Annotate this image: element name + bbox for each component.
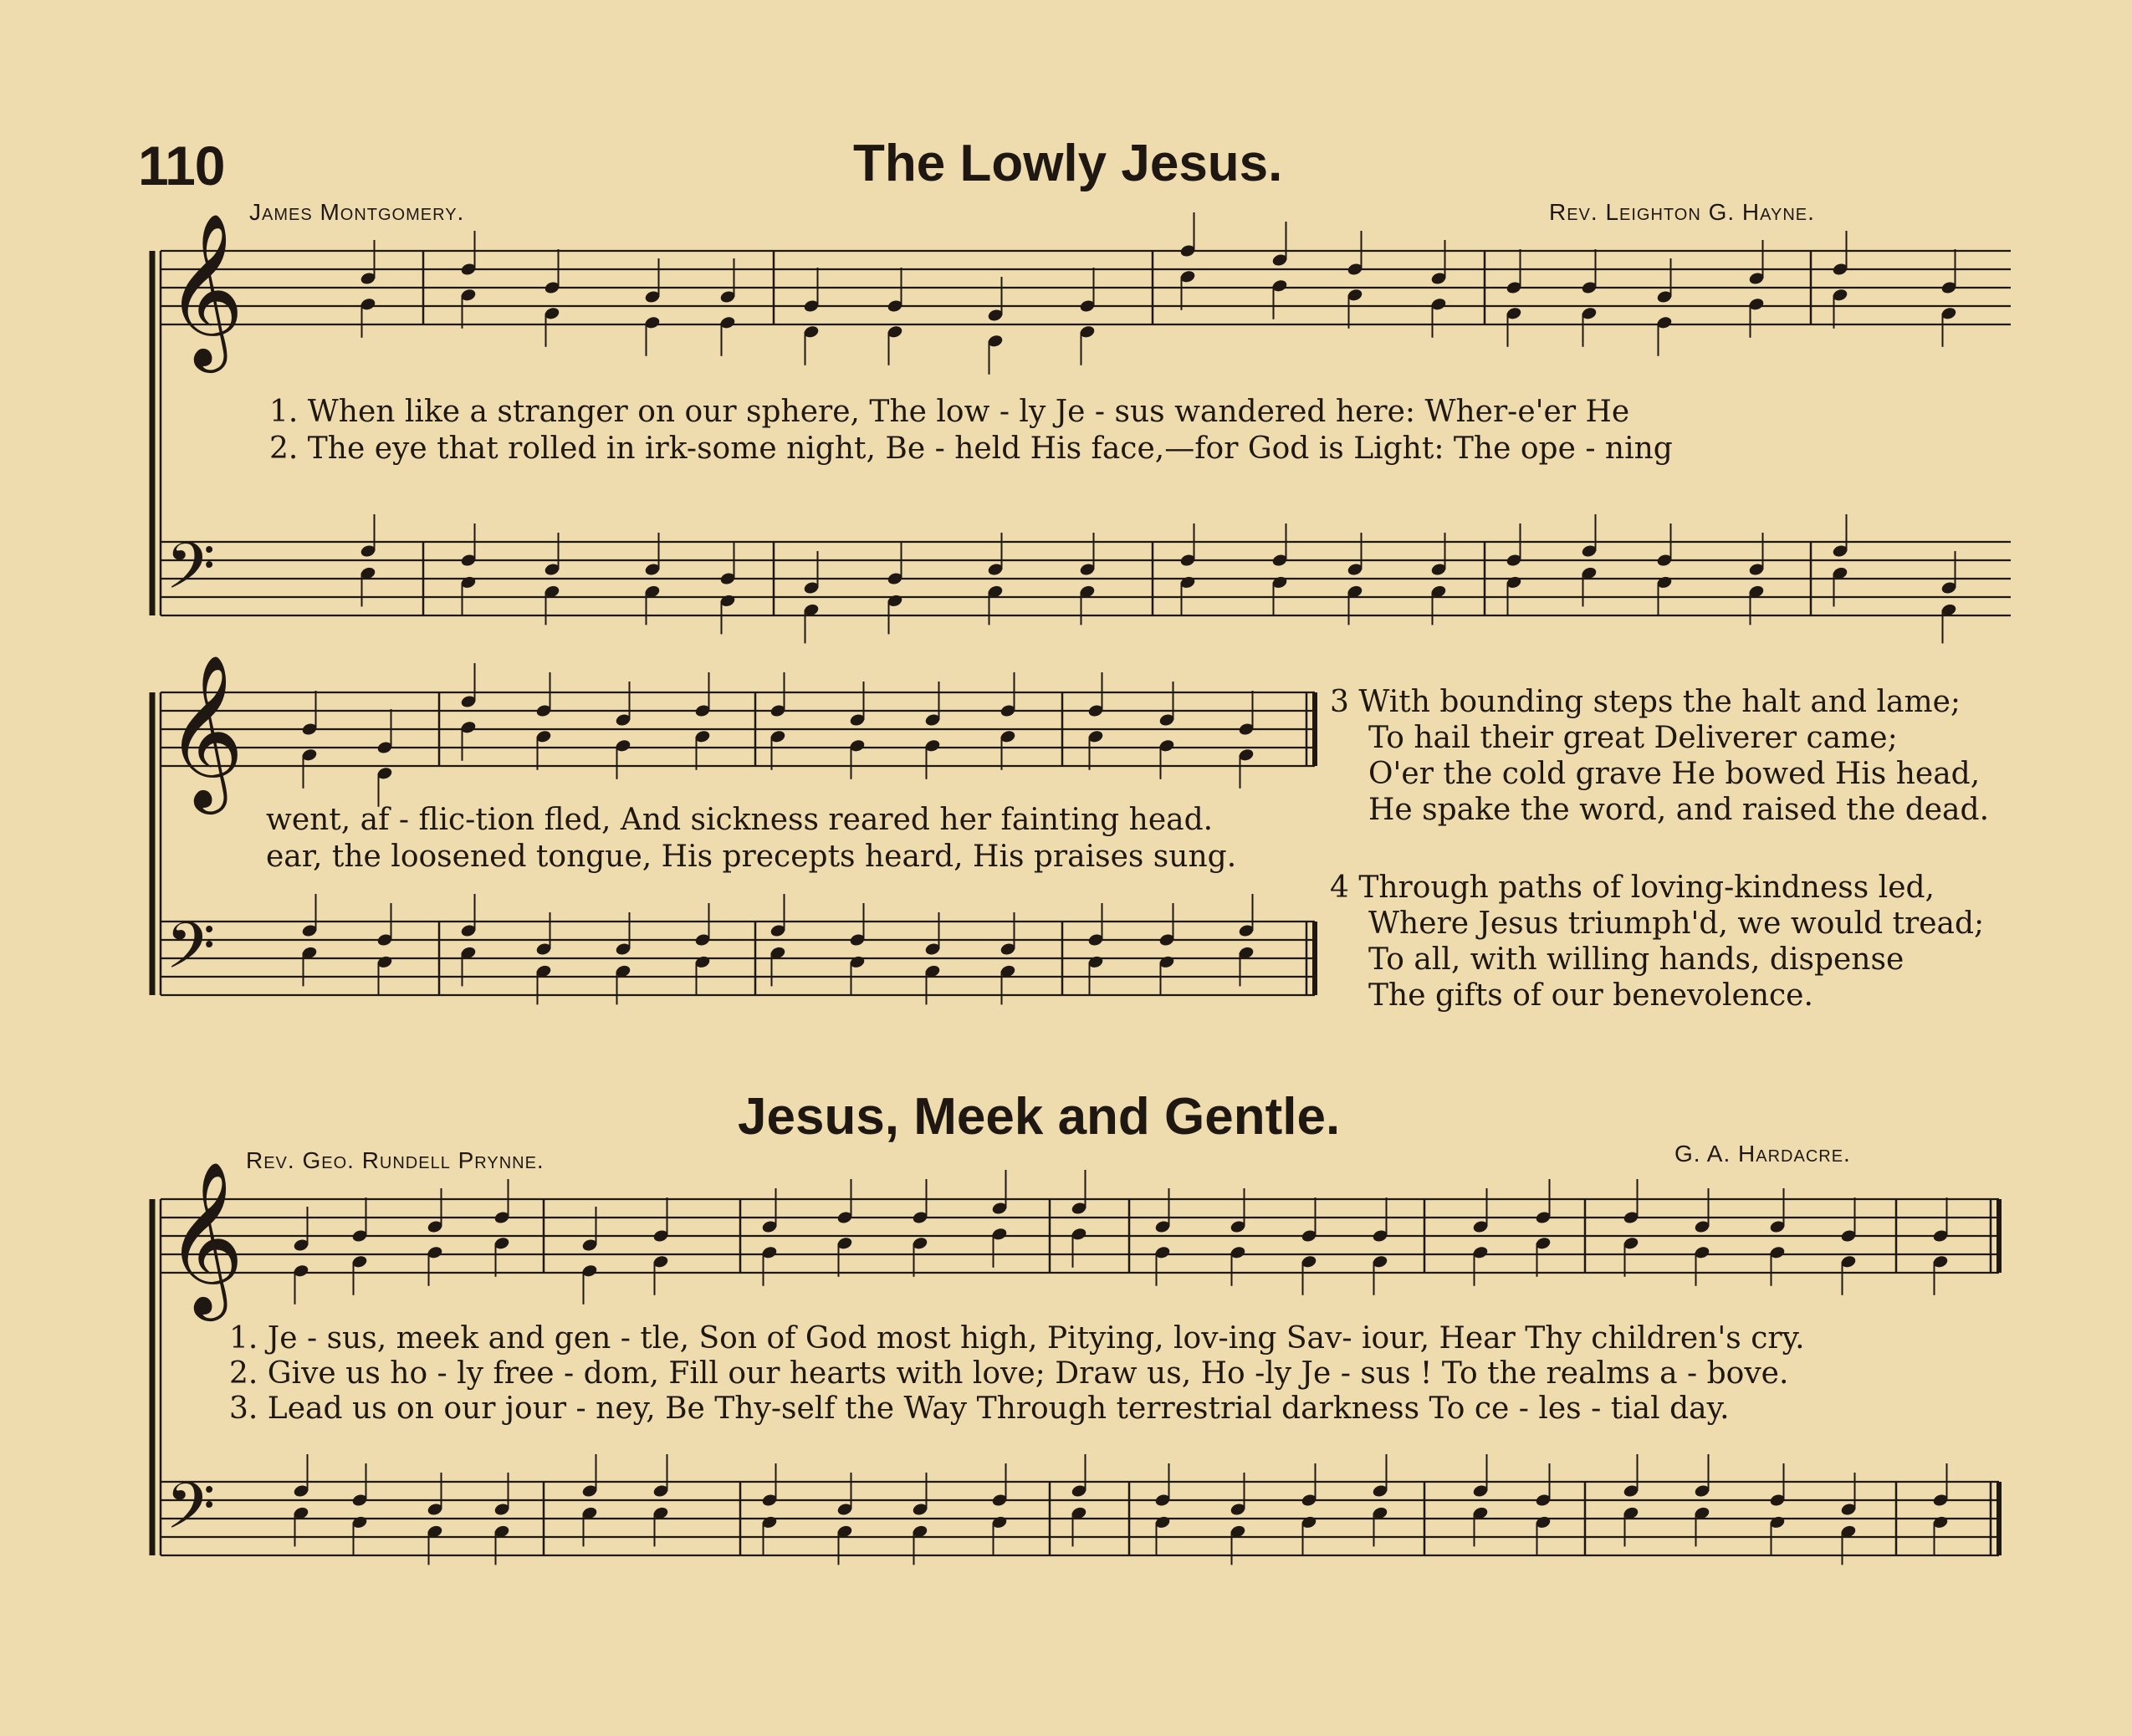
verse-4-line: To all, with willing hands, dispense	[1368, 942, 1904, 977]
verse-3-line: 3 With bounding steps the halt and lame;	[1330, 685, 1961, 719]
hymn-1-line-1-verse-1: 1. When like a stranger on our sphere, The low - ly Je - sus wandered here: Wher-e'er He	[269, 395, 1630, 429]
hymn-1-author: James Montgomery.	[249, 199, 465, 225]
page-number: 110	[138, 135, 225, 197]
hymn-1-composer: Rev. Leighton G. Hayne.	[1549, 199, 1815, 225]
hymn-1-line-1-verse-2: 2. The eye that rolled in irk-some night, Be - held His face,—for God is Light: The ope - ning	[269, 431, 1673, 466]
hymn-2-verse-3: 3. Lead us on our jour - ney, Be Thy-self the Way Through terrestrial darkness To ce - les - tial day.	[229, 1391, 1730, 1426]
verse-3-line: He spake the word, and raised the dead.	[1368, 793, 1990, 827]
hymn-2-composer: G. A. Hardacre.	[1674, 1141, 1851, 1167]
hymn-2-verse-1: 1. Je - sus, meek and gen - tle, Son of God most high, Pitying, lov-ing Sav- iour, Hear Thy children's cry.	[229, 1321, 1805, 1356]
hymn-1-title: The Lowly Jesus.	[853, 135, 1283, 192]
hymn-1-line-2-verse-2: ear, the loosened tongue, His precepts heard, His praises sung.	[266, 840, 1237, 874]
verse-3-line: To hail their great Deliverer came;	[1368, 721, 1898, 755]
verse-4-line: Where Jesus triumph'd, we would tread;	[1368, 906, 1985, 941]
hymn-1-line-2-verse-1: went, af - flic-tion fled, And sickness reared her fainting head.	[266, 803, 1214, 837]
verse-3-line: O'er the cold grave He bowed His head,	[1368, 757, 1981, 791]
verse-4-line: The gifts of our benevolence.	[1368, 978, 1813, 1013]
hymn-2-verse-2: 2. Give us ho - ly free - dom, Fill our hearts with love; Draw us, Ho -ly Je - sus ! To the realms a - bove.	[229, 1356, 1789, 1391]
treble-clef: 𝄞	[166, 654, 244, 808]
hymn-2-title: Jesus, Meek and Gentle.	[738, 1088, 1341, 1146]
bass-clef: 𝄢	[166, 908, 216, 998]
hymn-2-author: Rev. Geo. Rundell Prynne.	[246, 1147, 545, 1173]
bass-clef: 𝄢	[166, 1468, 216, 1559]
treble-clef: 𝄞	[166, 1161, 244, 1315]
verse-4-line: 4 Through paths of loving-kindness led,	[1330, 871, 1935, 905]
bass-clef: 𝄢	[166, 528, 216, 619]
treble-clef: 𝄞	[166, 212, 244, 366]
